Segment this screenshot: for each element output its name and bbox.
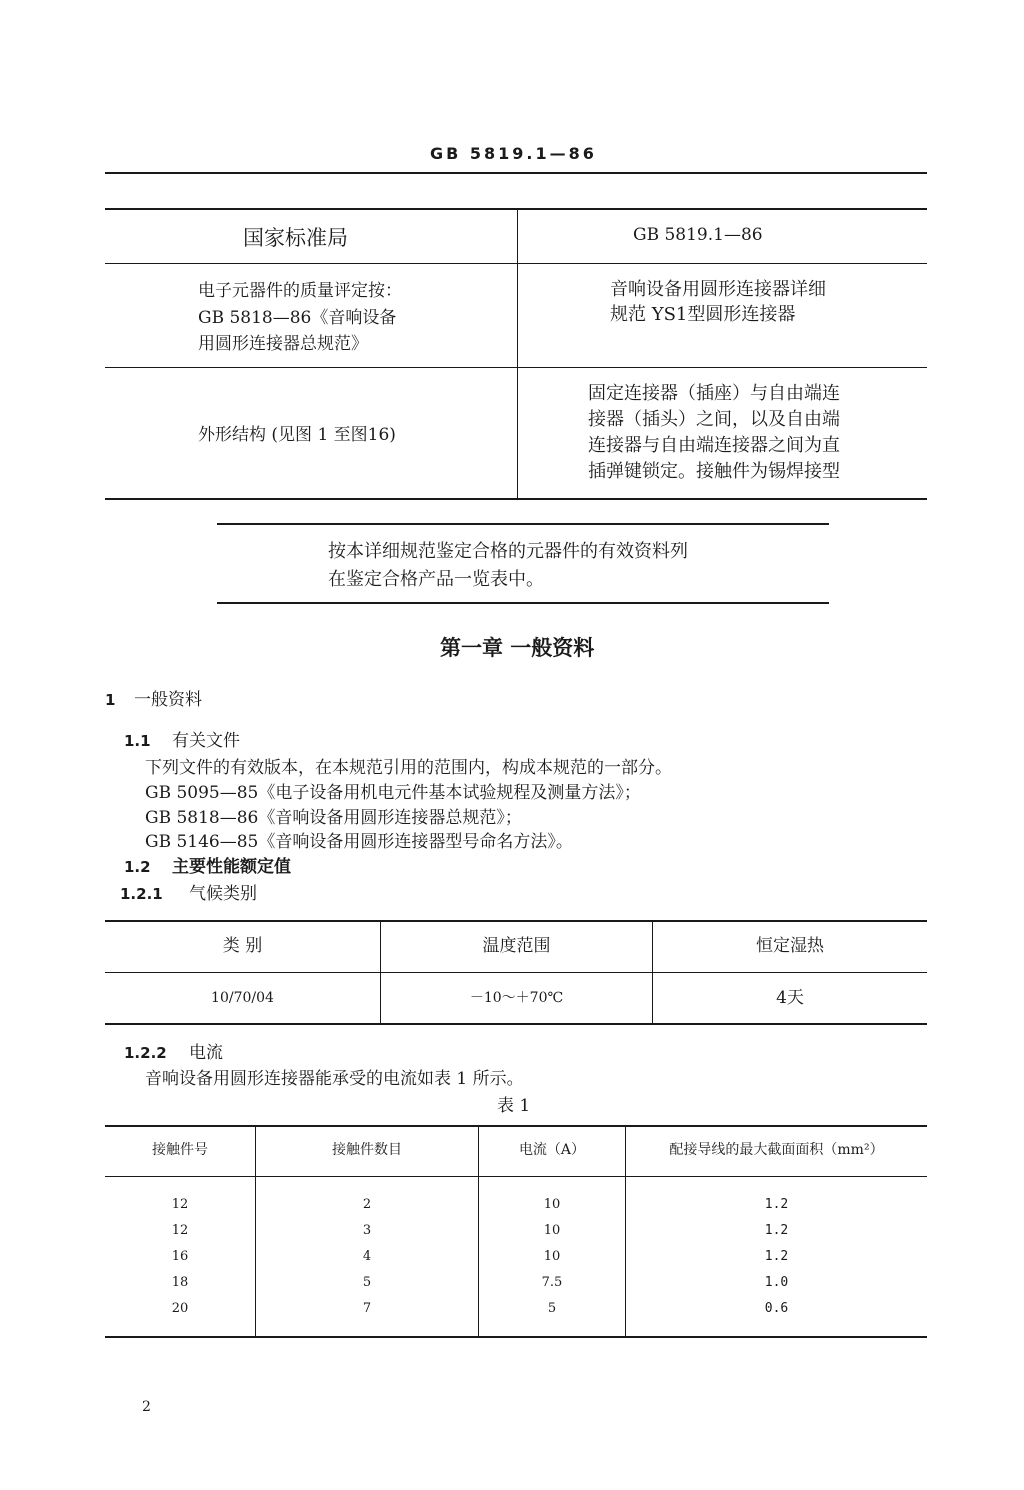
assessment-line: 用圆形连接器总规范》 (198, 334, 368, 354)
info-box-divider (517, 209, 518, 500)
outline-structure-label: 外形结构 (见图 1 至图16) (198, 425, 396, 445)
section-number: 1.1 (124, 732, 151, 750)
reference-item: GB 5146—85《音响设备用圆形连接器型号命名方法》。 (145, 832, 573, 852)
table-cell: 2 (362, 1197, 372, 1212)
table-top-rule (105, 1125, 927, 1127)
section-title: 一般资料 (134, 690, 202, 710)
info-box-row-rule (105, 263, 927, 264)
assessment-line: GB 5818—86《音响设备 (198, 308, 397, 328)
table-cell: 1.2 (764, 1197, 789, 1212)
paragraph: 音响设备用圆形连接器能承受的电流如表 1 所示。 (145, 1069, 524, 1089)
table-cell: 4天 (776, 988, 804, 1008)
paragraph: 下列文件的有效版本，在本规范引用的范围内，构成本规范的一部分。 (145, 758, 672, 778)
table-cell: －10～＋70℃ (469, 990, 564, 1006)
table-cell: 5 (362, 1275, 372, 1290)
table-cell: 4 (362, 1249, 372, 1264)
table-col-divider (380, 921, 381, 1024)
table-cell: 10/70/04 (211, 990, 274, 1006)
table-header-rule (105, 1176, 927, 1177)
table-cell: 10 (543, 1249, 561, 1264)
table-header-cell: 温度范围 (482, 936, 551, 956)
table-cell: 20 (171, 1301, 189, 1316)
table-header-cell: 类 别 (222, 936, 263, 956)
table-cell: 1.0 (764, 1275, 789, 1290)
table-bottom-rule (105, 1336, 927, 1338)
section-title: 主要性能额定值 (172, 857, 291, 877)
table-header-cell: 接触件号 (152, 1142, 208, 1158)
section-number: 1.2.2 (124, 1044, 167, 1062)
page-number: 2 (142, 1399, 151, 1415)
notice-top-rule (217, 523, 829, 525)
table-cell: 0.6 (764, 1301, 789, 1316)
page-header-code: GB 5819.1—86 (430, 144, 597, 163)
spec-title-line: 规范 YS1型圆形连接器 (610, 304, 796, 325)
table-cell: 7.5 (541, 1275, 563, 1290)
spec-title-line: 音响设备用圆形连接器详细 (610, 279, 826, 300)
notice-bottom-rule (217, 602, 829, 604)
structure-desc-line: 插弹键锁定。接触件为锡焊接型 (588, 461, 840, 482)
table-cell: 1.2 (764, 1249, 789, 1264)
section-title: 电流 (189, 1043, 223, 1063)
table-header-cell: 电流（A） (518, 1142, 586, 1158)
table-cell: 12 (171, 1197, 189, 1212)
reference-item: GB 5818—86《音响设备用圆形连接器总规范》； (145, 808, 522, 828)
table-header-rule (105, 972, 927, 973)
table-caption: 表 1 (497, 1096, 531, 1116)
authority-name: 国家标准局 (243, 226, 348, 250)
table-cell: 16 (171, 1249, 189, 1264)
table-cell: 1.2 (764, 1223, 789, 1238)
table-cell: 7 (362, 1301, 372, 1316)
info-box-top-rule (105, 208, 927, 210)
notice-line: 按本详细规范鉴定合格的元器件的有效资料列 (328, 541, 688, 562)
chapter-title: 第一章 一般资料 (440, 636, 595, 660)
table-cell: 10 (543, 1223, 561, 1238)
assessment-line: 电子元器件的质量评定按： (198, 281, 402, 301)
structure-desc-line: 接器（插头）之间，以及自由端 (588, 409, 840, 430)
table-col-divider (652, 921, 653, 1024)
reference-item: GB 5095—85《电子设备用机电元件基本试验规程及测量方法》； (145, 783, 641, 803)
table-cell: 18 (171, 1275, 189, 1290)
table-header-cell: 配接导线的最大截面面积（mm²） (669, 1142, 884, 1158)
section-title: 气候类别 (189, 884, 257, 904)
notice-line: 在鉴定合格产品一览表中。 (328, 569, 544, 590)
structure-desc-line: 连接器与自由端连接器之间为直 (588, 435, 840, 456)
table-bottom-rule (105, 1023, 927, 1025)
table-cell: 10 (543, 1197, 561, 1212)
doc-code: GB 5819.1—86 (633, 225, 763, 245)
table-top-rule (105, 920, 927, 922)
table-cell: 3 (362, 1223, 372, 1238)
section-number: 1 (105, 691, 116, 709)
table-header-cell: 接触件数目 (332, 1142, 402, 1158)
info-box-row-rule (105, 367, 927, 368)
table-cell: 12 (171, 1223, 189, 1238)
section-number: 1.2 (124, 858, 151, 876)
info-box-bottom-rule (105, 498, 927, 500)
section-number: 1.2.1 (120, 885, 163, 903)
header-rule (105, 172, 927, 174)
section-title: 有关文件 (172, 731, 240, 751)
table-cell: 5 (547, 1301, 557, 1316)
structure-desc-line: 固定连接器（插座）与自由端连 (588, 383, 840, 404)
table-header-cell: 恒定湿热 (756, 936, 824, 956)
